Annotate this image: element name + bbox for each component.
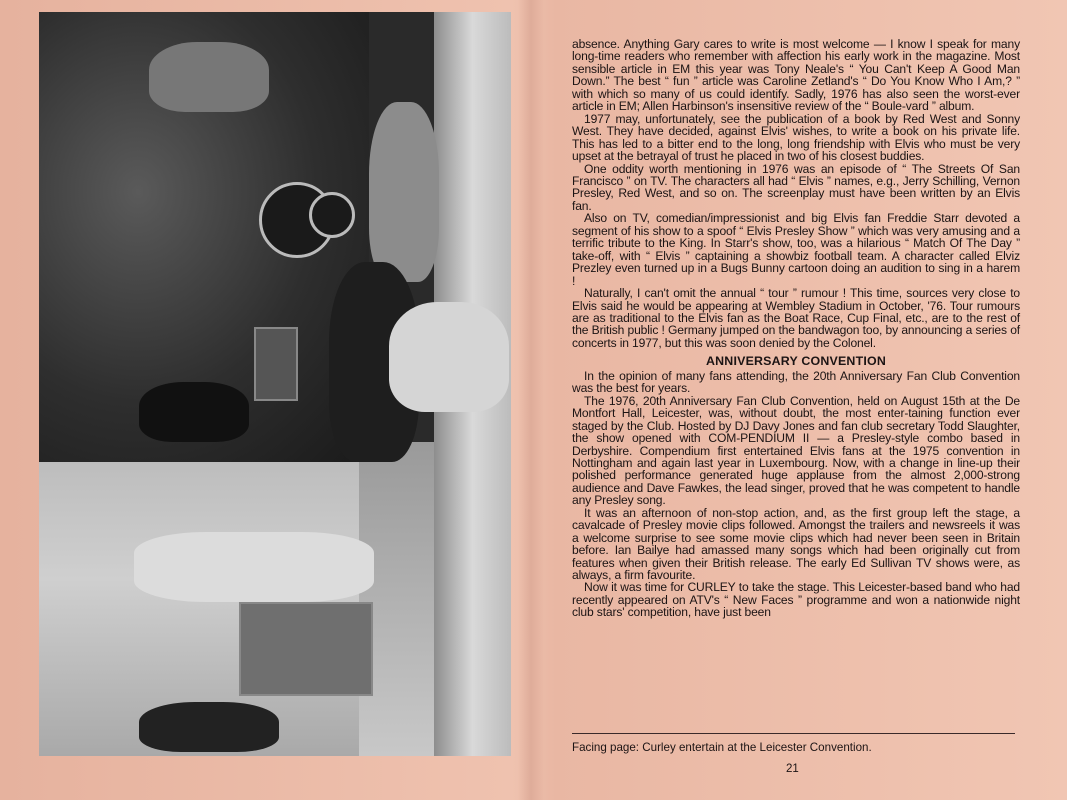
paragraph: 1977 may, unfortunately, see the publication of a book by Red West and Sonny West. They have decided, against Elvis' wishes, to write a book on his private life. This has led to a bitter end to the long, long friendship with Elvis who must be very upset at the betrayal of trust he placed in two of his closest buddies. xyxy=(572,111,1020,164)
page-number: 21 xyxy=(786,763,799,775)
paragraph: In the opinion of many fans attending, the 20th Anniversary Fan Club Convention was the best for years. xyxy=(572,368,1020,396)
paragraph: It was an afternoon of non-stop action, and, as the first group left the stage, a cavalcade of Presley movie clips followed. Amongst the trailers and newsreels it was a welcome surprise to see some movie clips which had never been seen in Britain before. Ian Bailye had amassed many songs which had been originally cut from features when given their British release. The early Ed Sullivan TV shows were, as always, a firm favourite. xyxy=(572,505,1020,583)
paragraph: Now it was time for CURLEY to take the stage. This Leicester-based band who had recently appeared on ATV's “ New Faces ” programme and won a nationwide night club stars' competition, have just been xyxy=(572,580,1020,620)
article-text xyxy=(572,38,1020,619)
photo-caption: Facing page: Curley entertain at the Leicester Convention. xyxy=(572,741,872,754)
page-gutter xyxy=(518,0,544,800)
caption-divider xyxy=(572,733,1015,734)
paragraph: One oddity worth mentioning in 1976 was an episode of “ The Streets Of San Francisco ” on TV. The characters all had “ Elvis ” names, e.g., Jerry Schilling, Vernon Presley, Red West, and so on. The screenplay must have been written by an Elvis fan. xyxy=(572,161,1020,213)
paragraph: absence. Anything Gary cares to write is most welcome — I know I speak for many long-time readers who remember with affection his early work in the magazine. Most sensible article in EM this year was Tony Neale's “ You Can't Keep A Good Man Down.” The best “ fun ” article was Caroline Zetland's “ Do You Know Who I Am,? ” with which so many of us could identify. Sadly, 1976 has also seen the worst-ever article in EM; Allen Harbinson's insensitive review of the “ Boule-vard ” album. xyxy=(572,37,1020,114)
paragraph: Naturally, I can't omit the annual “ tour ” rumour ! This time, sources very close to Elvis said he would be appearing at Wembley Stadium in October, '76. Tour rumours are as traditional to the Elvis fan as the Boat Race, Cup Final, etc., are to the rest of the British public ! Germany jumped on the bandwagon too, by announcing a series of concerts in 1977, but this was soon denied by the Colonel. xyxy=(572,286,1020,350)
paragraph: The 1976, 20th Anniversary Fan Club Convention, held on August 15th at the De Montfort Hall, Leicester, was, without doubt, the most enter-taining function ever staged by the Club. Hosted by DJ Davy Jones and fan club secretary Todd Slaughter, the show opened with COM-PENDIUM II — a Presley-style combo based in Derbyshire. Compendium first entertained Elvis fans at the 1975 convention in Nottingham and again last year in Luxembourg. Now, with a change in line-up their polished performance generated huge applause from the almost 2,000-strong audience and Dave Fawkes, the lead singer, proved that he was competent to handle any Presley song. xyxy=(572,393,1020,508)
band-photo xyxy=(39,12,511,756)
paragraph: Also on TV, comedian/impressionist and big Elvis fan Freddie Starr devoted a segment of his show to a spoof “ Elvis Presley Show ” which was very amusing and a terrific tribute to the King. In Starr's show, too, was a hilarious “ Match Of The Day ” take-off, with “ Elvis ” captaining a showbiz football team. A character called Elviz Prezley even turned up in a Bugs Bunny cartoon doing an audition to sing in a harem ! xyxy=(572,211,1020,288)
section-heading: ANNIVERSARY CONVENTION xyxy=(706,354,886,369)
